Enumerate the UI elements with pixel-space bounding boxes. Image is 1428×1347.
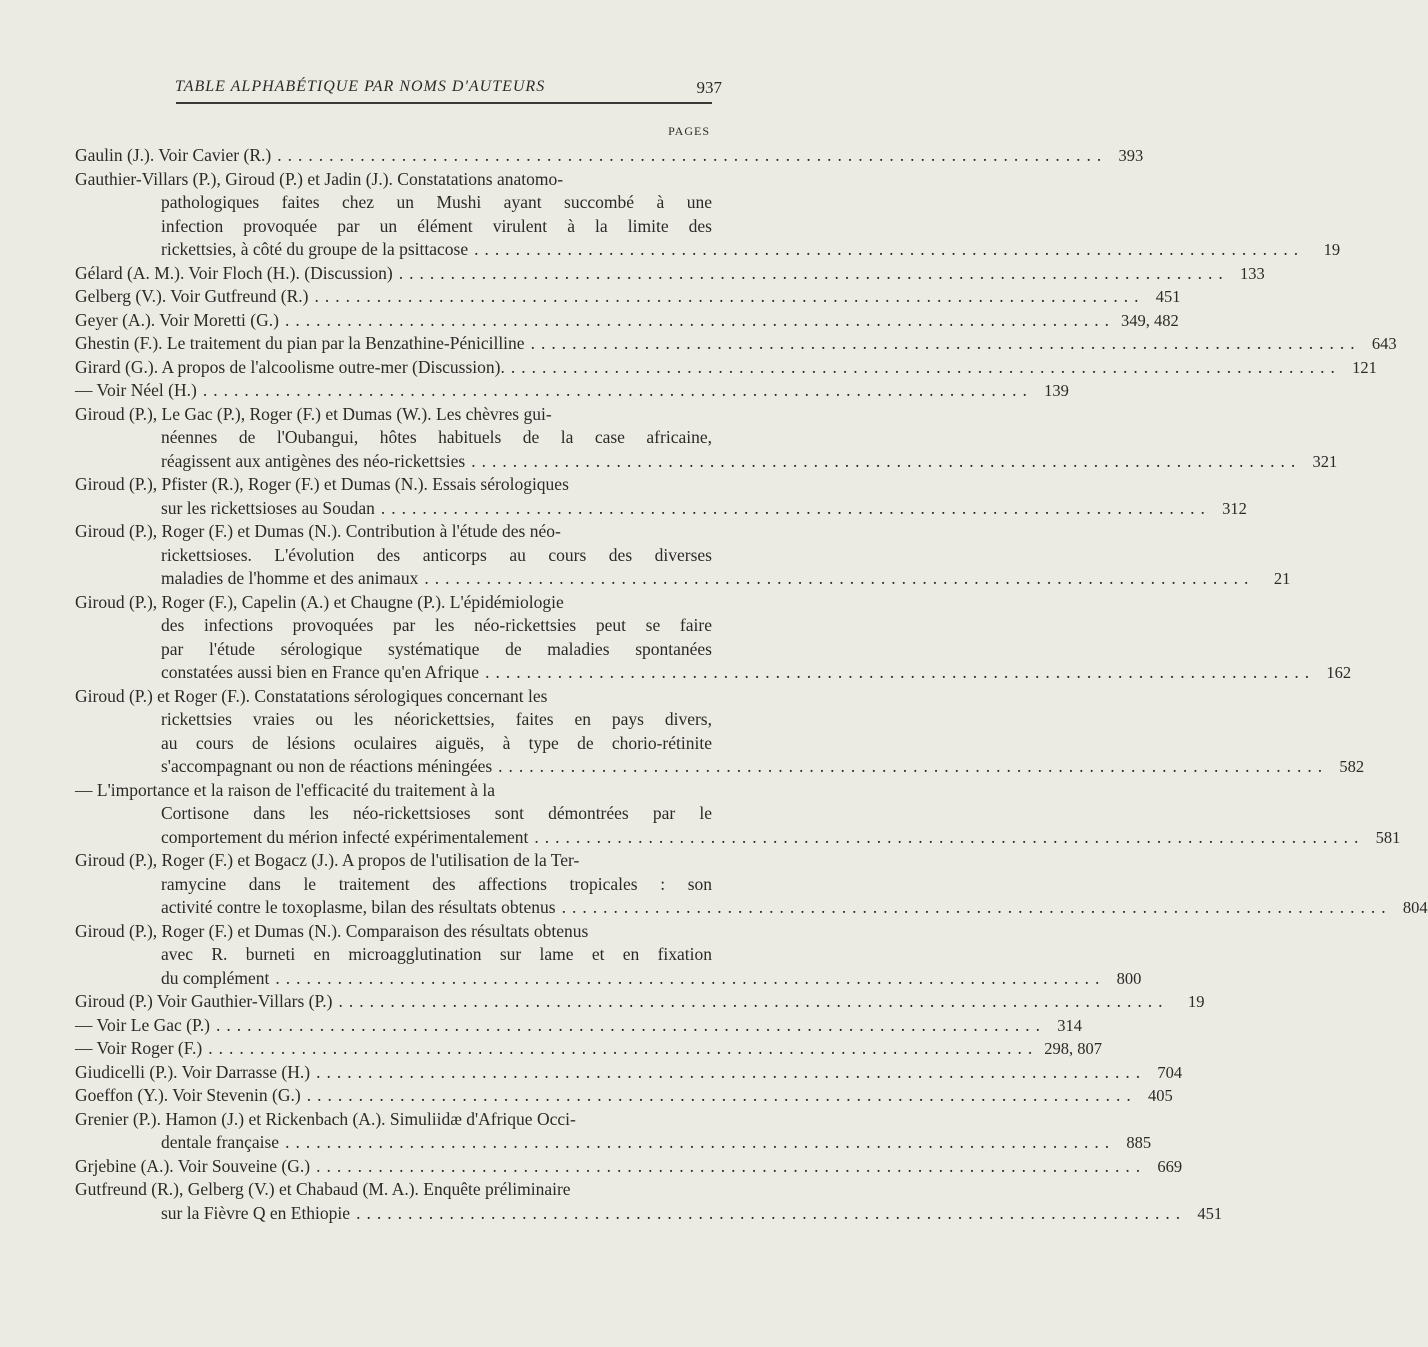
entry-line [75, 638, 712, 662]
dot-leader: ................................................................................ [277, 145, 1108, 165]
page-number: 937 [696, 78, 722, 97]
entry-line [75, 215, 712, 239]
entry-line [75, 873, 712, 897]
entry-text: au cours de lésions oculaires aiguës, à type de chorio-rétinite [161, 732, 712, 753]
entry-line [75, 1014, 1082, 1038]
index-entry [75, 1108, 1152, 1155]
dot-leader: ................................................................................ [530, 333, 1361, 353]
dot-leader: ................................................................................ [510, 356, 1341, 377]
dot-leader: ................................................................................ [561, 897, 1392, 917]
entry-text: Ghestin (F.). Le traitement du pian par la Benzathine-Pénicilline [75, 333, 525, 353]
dot-leader: ................................................................................ [285, 1132, 1116, 1152]
page-reference: 405 [1147, 1086, 1173, 1105]
dot-leader: ................................................................................ [202, 380, 1033, 400]
entry-text: s'accompagnant ou non de réactions méningées [161, 756, 493, 776]
entry-text: rickettsies vraies ou les néorickettsies, faites en pays divers, [161, 709, 712, 729]
entry-text: infection provoquée par un élément virulent à la limite des [161, 215, 712, 236]
page-reference: 451 [1197, 1203, 1223, 1223]
entry-text: — Voir Néel (H.) [75, 380, 197, 400]
dot-leader: ................................................................................ [424, 568, 1255, 588]
entry-line [75, 708, 712, 732]
header-rule [176, 102, 712, 104]
entry-line [75, 1037, 1103, 1061]
dot-leader: ................................................................................ [338, 991, 1169, 1011]
entry-text: pathologiques faites chez un Mushi ayant succombé à une [161, 192, 712, 212]
entry-line [75, 591, 712, 615]
entry-line [75, 802, 712, 826]
page-reference: 314 [1057, 1015, 1082, 1035]
entry-line [75, 567, 1291, 591]
index-entry [75, 356, 1377, 380]
entry-text: Gaulin (J.). Voir Cavier (R.) [75, 145, 272, 165]
entry-line [75, 1155, 1183, 1179]
entry-text: — L'importance et la raison de l'efficacité du traitement à la [75, 779, 495, 800]
entry-line [75, 262, 1265, 286]
dot-leader: ................................................................................ [316, 1155, 1147, 1176]
page-reference: 312 [1222, 498, 1247, 518]
dot-leader: ................................................................................ [474, 239, 1305, 259]
entry-text: avec R. burneti en microagglutination sur lame et en fixation [161, 944, 712, 964]
page-reference: 121 [1352, 357, 1377, 377]
entry-line [75, 497, 1247, 521]
entry-line [75, 332, 1397, 356]
entry-text: rickettsies, à côté du groupe de la psittacose [161, 239, 469, 259]
entry-text: — Voir Le Gac (P.) [75, 1014, 210, 1035]
entry-text: ramycine dans le traitement des affections tropicales : son [161, 873, 712, 894]
dot-leader: ................................................................................ [498, 756, 1329, 776]
page-reference: 349, 482 [1120, 310, 1179, 330]
dot-leader: ................................................................................ [534, 826, 1365, 847]
entry-text: Giudicelli (P.). Voir Darrasse (H.) [75, 1061, 311, 1082]
page-reference: 582 [1339, 757, 1365, 776]
entry-text: dentale française [161, 1132, 280, 1152]
index-entry [75, 1084, 1173, 1108]
entry-text: néennes de l'Oubangui, hôtes habituels de la case africaine, [161, 427, 712, 447]
entry-line [75, 685, 712, 709]
entry-line [75, 520, 712, 544]
page-reference: 139 [1044, 381, 1069, 400]
entry-text: activité contre le toxoplasme, bilan des résultats obtenus [161, 897, 556, 917]
index-entry [75, 990, 1205, 1014]
entry-text: Gauthier-Villars (P.), Giroud (P.) et Jadin (J.). Constatations anatomo- [75, 168, 564, 189]
page-reference: 19 [1323, 240, 1341, 259]
index-entry [75, 591, 1352, 685]
page-reference: 19 [1188, 992, 1205, 1011]
entry-line [75, 779, 712, 803]
page-reference: 321 [1312, 451, 1338, 471]
pages-column-label: PAGES [668, 124, 710, 138]
entry-text: Gélard (A. M.). Voir Floch (H.). (Discussion) [75, 262, 393, 283]
entry-line [75, 426, 712, 450]
author-index [75, 144, 1428, 1225]
entry-line [75, 1108, 712, 1132]
entry-line [75, 403, 712, 427]
entry-text: Gelberg (V.). Voir Gutfreund (R.) [75, 286, 309, 306]
entry-line [75, 144, 1144, 168]
entry-line [75, 238, 1341, 262]
entry-text: Giroud (P.), Pfister (R.), Roger (F.) et Dumas (N.). Essais sérologiques [75, 474, 569, 494]
dot-leader: ................................................................................ [306, 1085, 1137, 1105]
entry-line [75, 826, 1401, 850]
entry-line [75, 1202, 1223, 1226]
dot-leader: ................................................................................ [215, 1014, 1046, 1035]
index-entry [75, 309, 1179, 333]
page-reference: 581 [1375, 827, 1401, 847]
dot-leader: ................................................................................ [471, 450, 1302, 471]
entry-line [75, 356, 1377, 380]
entry-text: Giroud (P.), Roger (F.), Capelin (A.) et Chaugne (P.). L'épidémiologie [75, 591, 564, 612]
entry-text: Giroud (P.), Le Gac (P.), Roger (F.) et Dumas (W.). Les chèvres gui- [75, 403, 552, 424]
running-header [175, 78, 722, 97]
dot-leader: ................................................................................ [380, 497, 1211, 518]
index-entry [75, 1037, 1103, 1061]
page-reference: 804 [1402, 898, 1428, 917]
dot-leader: ................................................................................ [485, 662, 1316, 682]
header-title: TABLE ALPHABÉTIQUE PAR NOMS D'AUTEURS [175, 78, 546, 95]
index-entry [75, 473, 1247, 520]
page-reference: 704 [1157, 1062, 1183, 1082]
index-entry [75, 1155, 1183, 1179]
entry-line [75, 967, 1142, 991]
index-entry [75, 520, 1291, 591]
entry-line [75, 614, 712, 638]
entry-text: sur les rickettsioses au Soudan [161, 497, 375, 518]
dot-leader: ................................................................................ [314, 286, 1145, 306]
entry-text: Giroud (P.) Voir Gauthier-Villars (P.) [75, 991, 333, 1011]
dot-leader: ................................................................................ [356, 1202, 1187, 1223]
entry-text: des infections provoquées par les néo-rickettsies peut se faire [161, 615, 712, 635]
entry-text: Girard (G.). A propos de l'alcoolisme outre-mer (Discussion). [75, 356, 505, 377]
entry-text: Goeffon (Y.). Voir Stevenin (G.) [75, 1085, 301, 1105]
entry-text: Giroud (P.), Roger (F.) et Dumas (N.). Comparaison des résultats obtenus [75, 920, 589, 941]
entry-text: Gutfreund (R.), Gelberg (V.) et Chabaud (M. A.). Enquête préliminaire [75, 1179, 571, 1199]
entry-line [75, 896, 1428, 920]
entry-line [75, 849, 712, 873]
page-reference: 800 [1116, 968, 1142, 988]
page-reference: 885 [1126, 1133, 1152, 1152]
entry-text: — Voir Roger (F.) [75, 1038, 203, 1058]
index-entry [75, 779, 1401, 850]
entry-text: Grenier (P.). Hamon (J.) et Rickenbach (A.). Simuliidæ d'Afrique Occi- [75, 1108, 576, 1129]
entry-text: constatées aussi bien en France qu'en Afrique [161, 662, 480, 682]
dot-leader: ................................................................................ [284, 309, 1115, 330]
index-entry [75, 1061, 1183, 1085]
index-entry [75, 920, 1142, 991]
entry-line [75, 1131, 1152, 1155]
page-reference: 669 [1157, 1156, 1183, 1176]
entry-line [75, 1084, 1173, 1108]
page-reference: 393 [1118, 146, 1144, 165]
entry-text: Cortisone dans les néo-rickettsioses sont démontrées par le [161, 803, 712, 823]
index-entry [75, 144, 1144, 168]
dot-leader: ................................................................................ [316, 1061, 1147, 1082]
entry-line [75, 285, 1181, 309]
index-entry [75, 685, 1365, 779]
index-entry [75, 849, 1428, 920]
entry-text: Geyer (A.). Voir Moretti (G.) [75, 309, 279, 330]
entry-text: Grjebine (A.). Voir Souveine (G.) [75, 1155, 311, 1176]
index-entry [75, 285, 1181, 309]
page-reference: 133 [1239, 263, 1265, 283]
entry-line [75, 920, 712, 944]
index-entry [75, 332, 1397, 356]
entry-text: Giroud (P.), Roger (F.) et Dumas (N.). Contribution à l'étude des néo- [75, 521, 561, 541]
entry-line [75, 990, 1205, 1014]
entry-line [75, 732, 712, 756]
entry-line [75, 450, 1338, 474]
entry-text: Giroud (P.), Roger (F.) et Bogacz (J.). A propos de l'utilisation de la Ter- [75, 850, 580, 870]
entry-text: sur la Fièvre Q en Ethiopie [161, 1202, 351, 1223]
entry-line [75, 473, 712, 497]
entry-text: par l'étude sérologique systématique de maladies spontanées [161, 638, 712, 659]
entry-line [75, 755, 1365, 779]
entry-line [75, 1061, 1183, 1085]
page-reference: 643 [1371, 334, 1397, 353]
entry-line [75, 544, 712, 568]
entry-line [75, 168, 712, 192]
entry-text: comportement du mérion infecté expérimentalement [161, 826, 529, 847]
index-entry [75, 1178, 1223, 1225]
dot-leader: ................................................................................ [208, 1038, 1039, 1058]
index-entry [75, 262, 1265, 286]
index-entry [75, 379, 1069, 403]
page-reference: 451 [1155, 287, 1181, 306]
index-entry [75, 168, 1341, 262]
page-reference: 21 [1273, 569, 1291, 588]
entry-line [75, 1178, 712, 1202]
dot-leader: ................................................................................ [275, 967, 1106, 988]
entry-line [75, 943, 712, 967]
entry-text: rickettsioses. L'évolution des anticorps au cours des diverses [161, 544, 712, 565]
entry-text: maladies de l'homme et des animaux [161, 568, 419, 588]
index-entry [75, 403, 1338, 474]
index-entry [75, 1014, 1082, 1038]
entry-line [75, 661, 1352, 685]
entry-text: du complément [161, 967, 270, 988]
page-reference: 298, 807 [1044, 1039, 1103, 1058]
entry-line [75, 379, 1069, 403]
page-reference: 162 [1326, 663, 1352, 682]
entry-line [75, 309, 1179, 333]
entry-line [75, 191, 712, 215]
entry-text: Giroud (P.) et Roger (F.). Constatations sérologiques concernant les [75, 685, 548, 706]
dot-leader: ................................................................................ [398, 262, 1229, 283]
entry-text: réagissent aux antigènes des néo-rickettsies [161, 450, 466, 471]
